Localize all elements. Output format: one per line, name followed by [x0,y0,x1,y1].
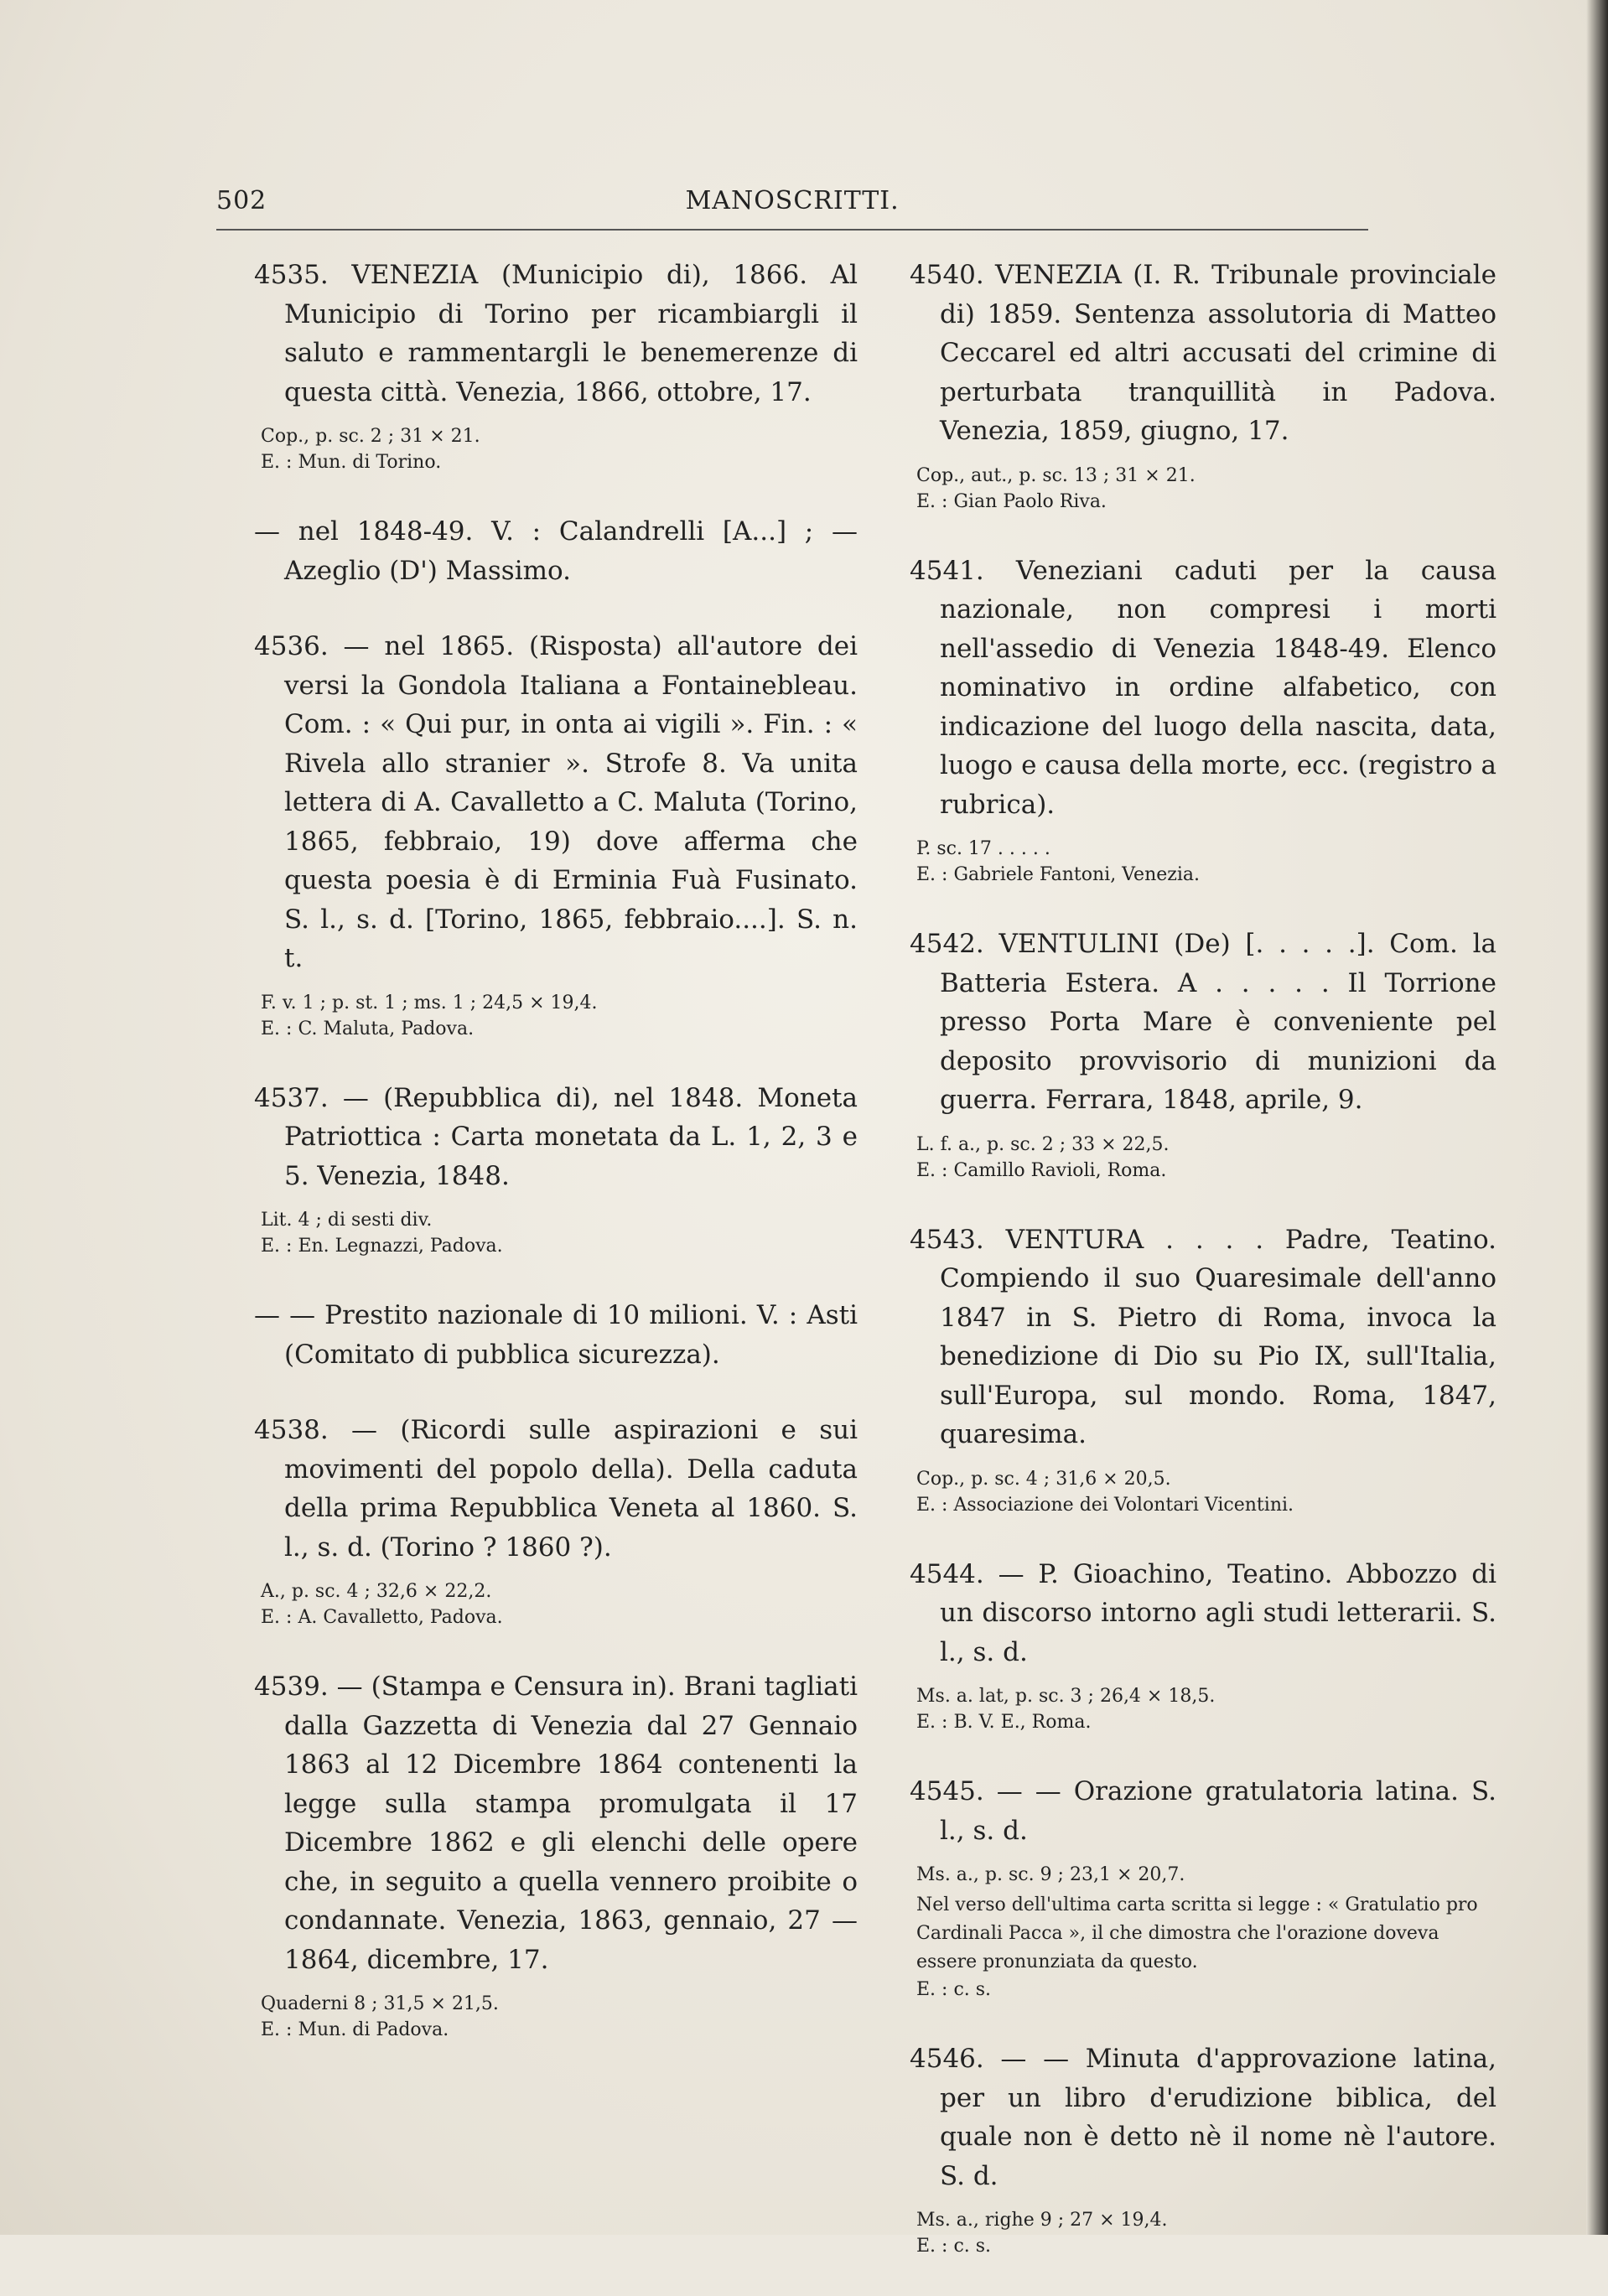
entry-owner: E. : En. Legnazzi, Padova. [261,1236,503,1257]
entry-text: 4538. — (Ricordi sulle aspirazioni e sui movimenti del popolo della). Della caduta della prima Repubblica Veneta al 1860. S. l., s. d. (Torino ? 1860 ?). [254,1415,858,1563]
entry-owner: E. : Gabriele Fantoni, Venezia. [916,864,1200,885]
page-title: MANOSCRITTI. [685,186,900,215]
entry-text: 4536. — nel 1865. (Risposta) all'autore dei versi la Gondola Italiana a Fontainebleau. Com. : « Qui pur, in onta ai vigili ». Fin. : « Rivela allo stranier ». Strofe 8. Va unita lettera di A. Cavalletto a C. Maluta (Torino, 1865, febbraio, 19) dove afferma che questa poesia è di Erminia Fuà Fusinato. S. l., s. d. [Torino, 1865, febbraio....]. S. n. t. [254,631,858,973]
entry-owner: E. : Camillo Ravioli, Roma. [916,1159,1167,1181]
entry-physical-desc: Ms. a. lat, p. sc. 3 ; 26,4 × 18,5. [916,1686,1216,1707]
entry-4546 [910,2039,1496,2259]
entry-4541 [910,552,1496,889]
entry-owner: E. : A. Cavalletto, Padova. [261,1607,503,1628]
entry-physical-desc: Ms. a., righe 9 ; 27 × 19,4. [916,2210,1168,2231]
entry-4536 [254,627,858,1042]
entry-text: — nel 1848-49. V. : Calandrelli [A...] ; — Azeglio (D') Massimo. [254,516,858,586]
entry-4535 [254,256,858,475]
entry-owner: E. : Mun. di Padova. [261,2019,449,2040]
entry-physical-desc: Cop., aut., p. sc. 13 ; 31 × 21. [916,464,1196,486]
entry-physical-desc: Quaderni 8 ; 31,5 × 21,5. [261,1993,499,2014]
right-column [910,256,1496,2296]
entry-text: 4544. — P. Gioachino, Teatino. Abbozzo di un discorso intorno agli studi letterarii. S. l., s. d. [910,1558,1496,1667]
entry-owner: E. : c. s. [916,1979,992,2000]
entry-physical-desc: Cop., p. sc. 2 ; 31 × 21. [261,426,480,447]
entry-4540 [910,256,1496,515]
entry-4539 [254,1667,858,2043]
header-rule [216,229,1368,231]
entry-text: 4542. VENTULINI (De) [. . . . .]. Com. la Batteria Estera. A . . . . . Il Torrione presso Porta Mare è conveniente pel deposito provvisorio di munizioni da guerra. Ferrara, 1848, aprile, 9. [910,929,1496,1115]
entry-physical-desc: Ms. a., p. sc. 9 ; 23,1 × 20,7. [916,1864,1185,1885]
entry-physical-desc: F. v. 1 ; p. st. 1 ; ms. 1 ; 24,5 × 19,4. [261,992,598,1013]
entry-owner: E. : C. Maluta, Padova. [261,1018,475,1039]
entry-text: 4539. — (Stampa e Censura in). Brani tagliati dalla Gazzetta di Venezia dal 27 Gennaio 1863 al 12 Dicembre 1864 contenenti la legge sulla stampa promulgata il 17 Dicembre 1862 e gli elenchi delle opere che, in seguito a quella vennero proibite o condannate. Venezia, 1863, gennaio, 27 — 1864, dicembre, 17. [254,1671,858,1975]
entry-text: 4545. — — Orazione gratulatoria latina. S. l., s. d. [910,1776,1496,1846]
entry-4543 [910,1221,1496,1518]
entry-note: Nel verso dell'ultima carta scritta si legge : « Gratulatio pro Cardinali Pacca », il che dimostra che l'orazione doveva essere pronunziata da questo. [916,1894,1478,1972]
left-column [254,256,858,2080]
entry-4538 [254,1411,858,1630]
entry-physical-desc: Lit. 4 ; di sesti div. [261,1210,433,1231]
entry-text: 4535. VENEZIA (Municipio di), 1866. Al Municipio di Torino per ricambiargli il saluto e rammentargli le benemerenze di questa città. Venezia, 1866, ottobre, 17. [254,260,858,407]
entry-4542 [910,925,1496,1184]
entry-owner: E. : Associazione dei Volontari Vicentini. [916,1494,1294,1516]
entry-text: 4537. — (Repubblica di), nel 1848. Moneta Patriottica : Carta monetata da L. 1, 2, 3 e 5. Venezia, 1848. [254,1082,858,1191]
entry-text: 4540. VENEZIA (I. R. Tribunale provinciale di) 1859. Sentenza assolutoria di Matteo Ceccarel ed altri accusati del crimine di perturbata tranquillità in Padova. Venezia, 1859, giugno, 17. [910,260,1496,446]
page-binding-shadow [1586,0,1608,2235]
entry-owner: E. : Gian Paolo Riva. [916,490,1107,512]
entry-physical-desc: L. f. a., p. sc. 2 ; 33 × 22,5. [916,1133,1170,1155]
entry-owner: E. : Mun. di Torino. [261,452,442,473]
entry-owner: E. : B. V. E., Roma. [916,1712,1092,1733]
entry-owner: E. : c. s. [916,2236,992,2257]
entry-4537 [254,1079,858,1260]
entry-physical-desc: Cop., p. sc. 4 ; 31,6 × 20,5. [916,1468,1171,1490]
entry-physical-desc: A., p. sc. 4 ; 32,6 × 22,2. [261,1581,492,1602]
entry-text: 4546. — — Minuta d'approvazione latina, per un libro d'erudizione biblica, del quale non è detto nè il nome nè l'autore. S. d. [910,2044,1496,2191]
entry-text: 4543. VENTURA . . . . Padre, Teatino. Compiendo il suo Quaresimale dell'anno 1847 in S. Pietro di Roma, invoca la benedizione di Dio su Pio IX, sull'Italia, sull'Europa, sul mondo. Roma, 1847, quaresima. [910,1224,1496,1449]
entry-4545 [910,1772,1496,2003]
entry-cross-reference [254,512,858,590]
entry-cross-reference [254,1296,858,1374]
page-header [216,186,1368,215]
entry-4544 [910,1555,1496,1736]
entry-text: 4541. Veneziani caduti per la causa nazionale, non compresi i morti nell'assedio di Venezia 1848-49. Elenco nominativo in ordine alfabetico, con indicazione del luogo della nascita, data, luogo e causa della morte, ecc. (registro a rubrica). [910,555,1496,820]
entry-text: — — Prestito nazionale di 10 milioni. V. : Asti (Comitato di pubblica sicurezza). [254,1300,858,1370]
entry-physical-desc: P. sc. 17 . . . . . [916,838,1050,859]
page-number: 502 [216,186,267,215]
